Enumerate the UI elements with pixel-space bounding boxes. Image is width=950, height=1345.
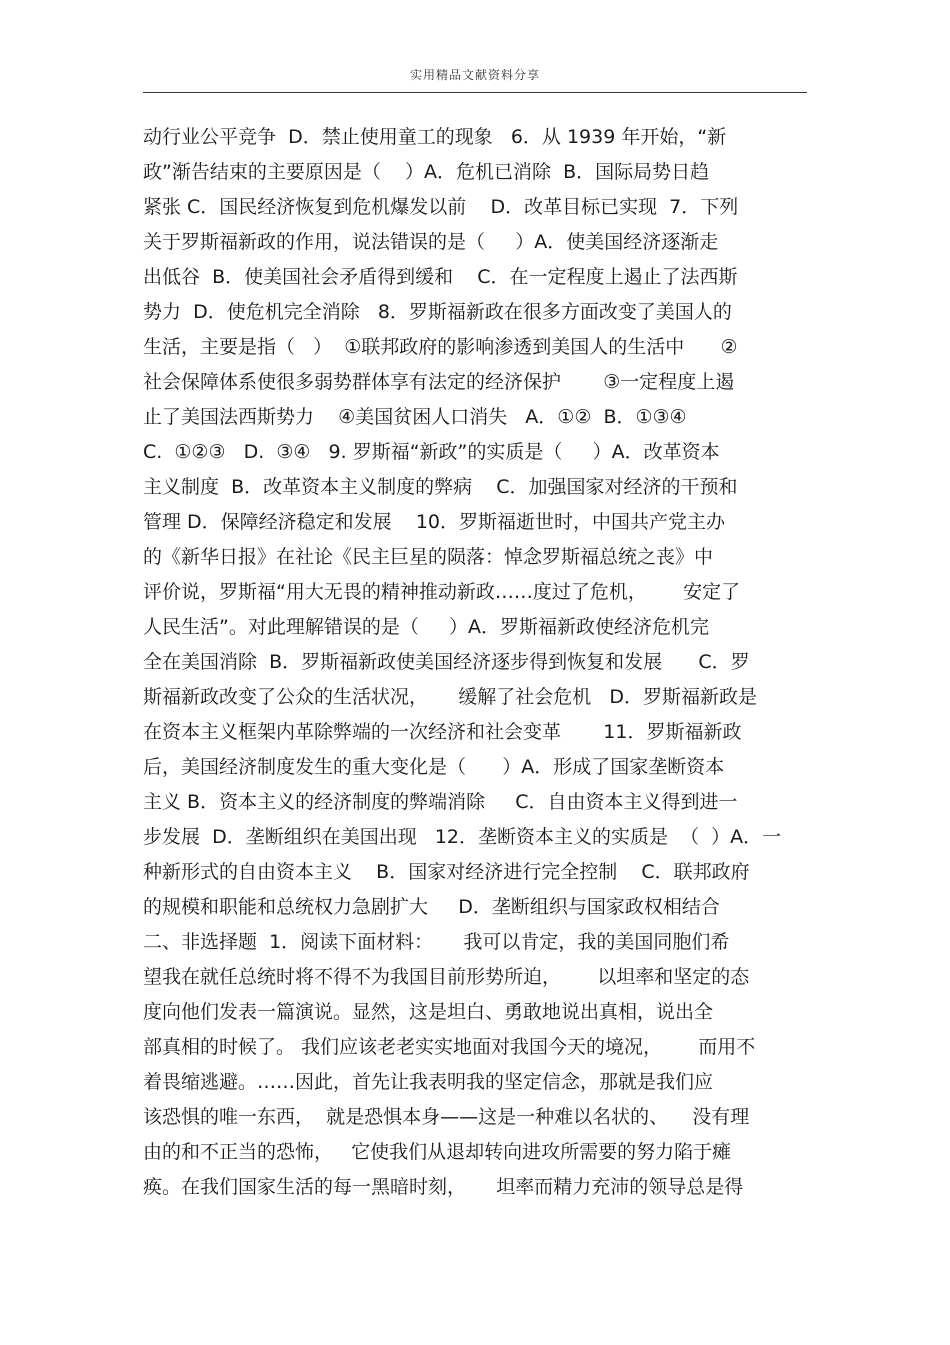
text-line: 的《新华日报》在社论《民主巨星的陨落：悼念罗斯福总统之丧》中 [143, 546, 714, 568]
text-line: 关于罗斯福新政的作用，说法错误的是（ ）A．使美国经济逐渐走 [143, 231, 719, 253]
text-line: 种新形式的自由资本主义 B．国家对经济进行完全控制 C．联邦政府 [143, 861, 750, 883]
text-line: 由的和不正当的恐怖， 它使我们从退却转向进攻所需要的努力陷于瘫 [143, 1141, 732, 1163]
text-line: 生活，主要是指（ ） ①联邦政府的影响渗透到美国人的生活中 ② [143, 336, 738, 358]
text-line: 望我在就任总统时将不得不为我国目前形势所迫， 以坦率和坚定的态 [143, 966, 750, 988]
text-line: 出低谷 B．使美国社会矛盾得到缓和 C．在一定程度上遏止了法西斯 [143, 266, 738, 288]
text-line: 人民生活”。对此理解错误的是（ ）A．罗斯福新政使经济危机完 [143, 616, 710, 638]
text-line: 度向他们发表一篇演说。显然，这是坦白、勇敢地说出真相，说出全 [143, 1001, 714, 1023]
text-line: 在资本主义框架内革除弊端的一次经济和社会变革 11．罗斯福新政 [143, 721, 742, 743]
text-line: 痪。在我们国家生活的每一黑暗时刻， 坦率而精力充沛的领导总是得 [143, 1176, 744, 1198]
text-line: 斯福新政改变了公众的生活状况， 缓解了社会危机 D．罗斯福新政是 [143, 686, 757, 708]
text-line: 主义 B．资本主义的经济制度的弊端消除 C．自由资本主义得到进一 [143, 791, 738, 813]
text-line: 势力 D．使危机完全消除 8．罗斯福新政在很多方面改变了美国人的 [143, 301, 732, 323]
text-line: 政”渐告结束的主要原因是（ ）A．危机已消除 B．国际局势日趋 [143, 161, 710, 183]
page-header [143, 64, 807, 93]
text-line: 部真相的时候了。 我们应该老老实实地面对我国今天的境况， 而用不 [143, 1036, 756, 1058]
text-line: 主义制度 B．改革资本主义制度的弊病 C．加强国家对经济的干预和 [143, 476, 738, 498]
text-line: 步发展 D．垄断组织在美国出现 12．垄断资本主义的实质是 （ ）A．一 [143, 826, 782, 848]
text-line: 评价说，罗斯福“用大无畏的精神推动新政……度过了危机， 安定了 [143, 581, 741, 603]
text-line: C. ①②③ D. ③④ 9. 罗斯福“新政”的实质是（ ）A．改革资本 [143, 441, 720, 463]
text-line: 止了美国法西斯势力 ④美国贫困人口消失 A．①② B．①③④ [143, 406, 687, 428]
text-line: 二、非选择题 1．阅读下面材料： 我可以肯定，我的美国同胞们希 [143, 931, 730, 953]
text-line: 紧张 C．国民经济恢复到危机爆发以前 D．改革目标已实现 7．下列 [143, 196, 739, 218]
text-line: 该恐惧的唯一东西， 就是恐惧本身——这是一种难以名状的、 没有理 [143, 1106, 750, 1128]
text-line: 的规模和职能和总统权力急剧扩大 D．垄断组织与国家政权相结合 [143, 896, 720, 918]
text-line: 动行业公平竞争 D．禁止使用童工的现象 6．从 1939 年开始，“新 [143, 126, 727, 148]
text-line: 全在美国消除 B．罗斯福新政使美国经济逐步得到恢复和发展 C．罗 [143, 651, 750, 673]
text-line: 社会保障体系使很多弱势群体享有法定的经济保护 ③一定程度上遏 [143, 371, 735, 393]
document-body [143, 120, 823, 1205]
text-line: 后，美国经济制度发生的重大变化是（ ）A．形成了国家垄断资本 [143, 756, 725, 778]
text-line: 管理 D．保障经济稳定和发展 10．罗斯福逝世时，中国共产党主办 [143, 511, 726, 533]
header-title: 实用精品文献资料分享 [409, 68, 540, 82]
text-line: 着畏缩逃避。……因此，首先让我表明我的坚定信念，那就是我们应 [143, 1071, 714, 1093]
